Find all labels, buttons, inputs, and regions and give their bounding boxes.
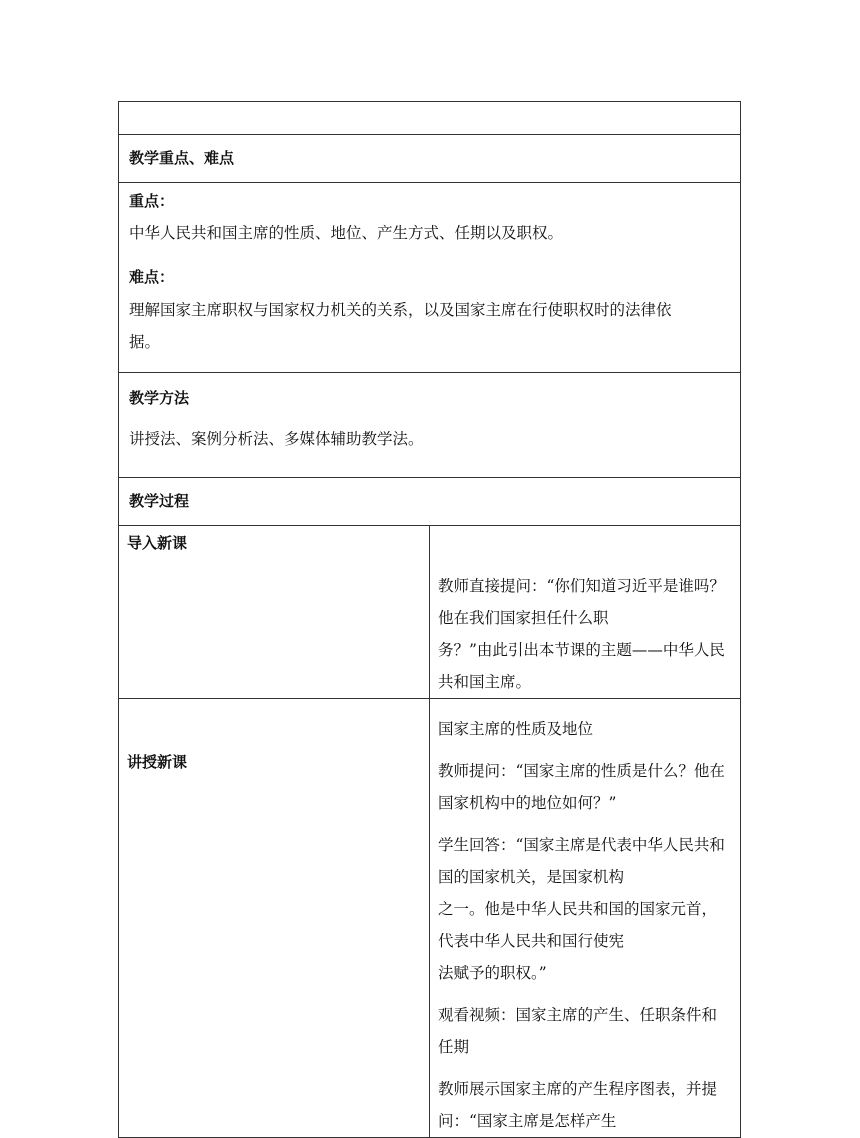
empty-row [119, 102, 741, 135]
intro-text-line-2: 务？”由此引出本节课的主题——中华人民共和国主席。 [438, 641, 725, 691]
lecture-label: 讲授新课 [127, 753, 188, 771]
lecture-video-note: 观看视频：国家主席的产生、任职条件和任期 [438, 1006, 718, 1056]
lecture-student-answer-line-2: 之一。他是中华人民共和国的国家元首，代表中华人民共和国行使宪 [438, 900, 718, 950]
intro-label: 导入新课 [127, 534, 188, 552]
lecture-row [119, 699, 741, 1138]
lecture-chart-question: 教师展示国家主席的产生程序图表，并提问：“国家主席是怎样产生 [438, 1080, 718, 1130]
key-point-text: 中华人民共和国主席的性质、地位、产生方式、任期以及职权。 [129, 224, 564, 242]
focus-section-title: 教学重点、难点 [129, 149, 235, 167]
focus-title-row [119, 135, 741, 183]
difficulty-text-line-2: 据。 [129, 333, 161, 351]
methods-row [119, 373, 741, 478]
process-section-title: 教学过程 [129, 492, 190, 510]
difficulty-label: 难点： [129, 268, 175, 286]
methods-text: 讲授法、案例分析法、多媒体辅助教学法。 [129, 430, 424, 448]
lecture-subtopic: 国家主席的性质及地位 [438, 720, 594, 738]
focus-content-row [119, 183, 741, 373]
process-title-row [119, 478, 741, 526]
key-point-label: 重点： [129, 192, 175, 210]
intro-row [119, 526, 741, 699]
lecture-teacher-question: 教师提问：“国家主席的性质是什么？他在国家机构中的地位如何？” [438, 762, 725, 812]
intro-text-line-1: 教师直接提问：“你们知道习近平是谁吗？他在我们国家担任什么职 [438, 577, 725, 627]
difficulty-text-line-1: 理解国家主席职权与国家权力机关的关系，以及国家主席在行使职权时的法律依 [129, 301, 672, 319]
methods-title: 教学方法 [129, 389, 190, 407]
lesson-plan-table [118, 101, 741, 1138]
lecture-student-answer-line-3: 法赋予的职权。” [438, 964, 547, 982]
lecture-student-answer-line-1: 学生回答：“国家主席是代表中华人民共和国的国家机关，是国家机构 [438, 836, 725, 886]
